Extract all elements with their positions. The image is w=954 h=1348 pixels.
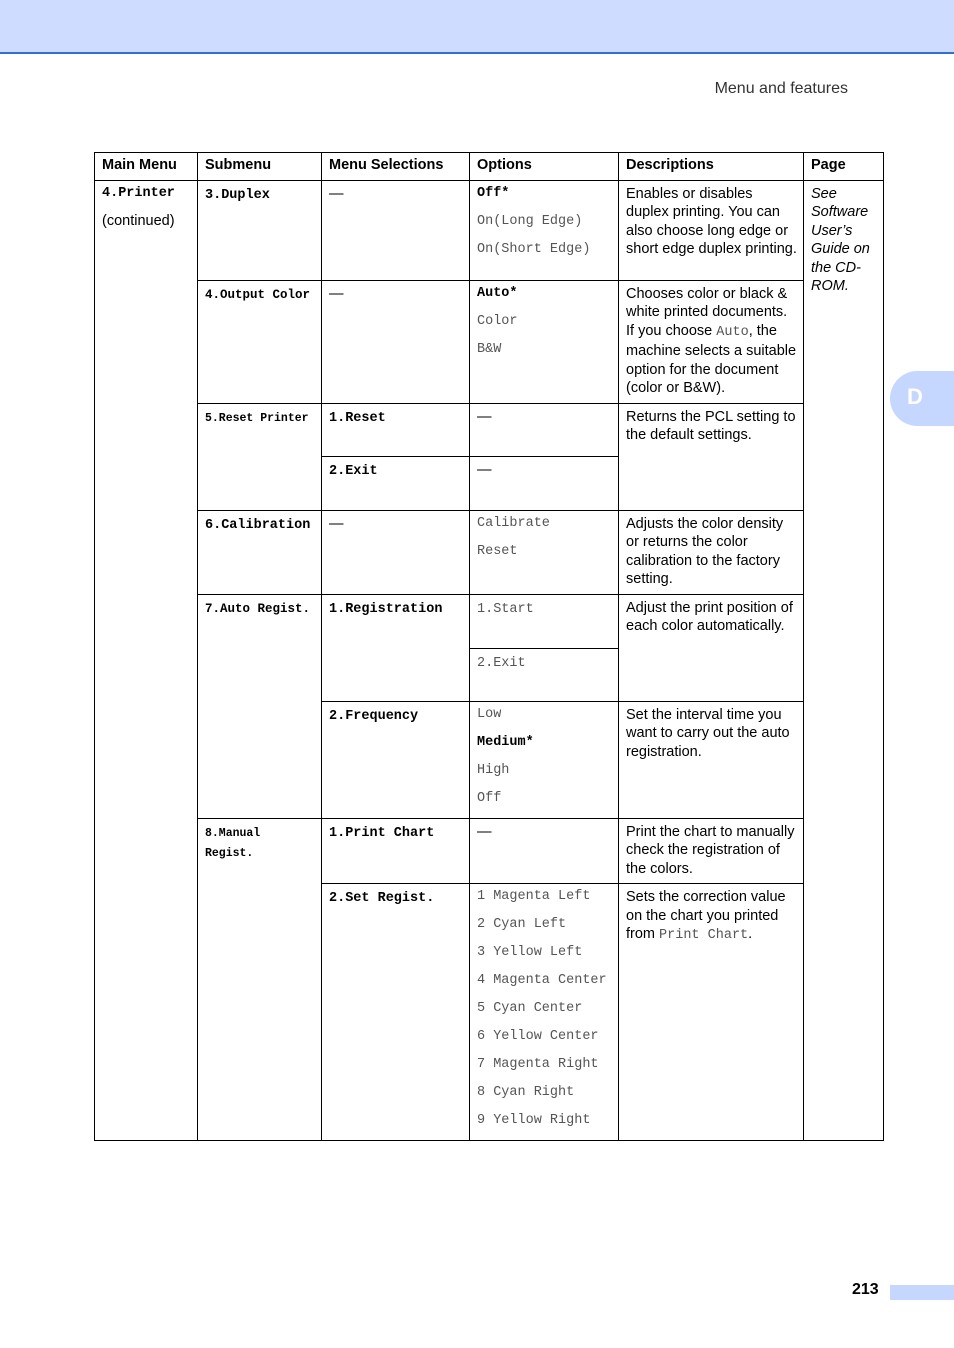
description-text: Sets the correction value on the chart you printed from <box>626 889 786 942</box>
description-cell: Returns the PCL setting to the default settings. <box>619 403 804 510</box>
selection-cell <box>322 456 470 510</box>
column-header: Submenu <box>198 153 322 181</box>
column-header: Main Menu <box>95 153 198 181</box>
option-default: Auto* <box>477 285 518 301</box>
selection-cell <box>322 701 470 818</box>
description-text: . <box>748 926 753 942</box>
option: 6 Yellow Center <box>477 1029 599 1044</box>
chapter-tab-label: D <box>907 384 923 409</box>
page-header-title: Menu and features <box>714 80 848 97</box>
option: 2 Cyan Left <box>477 917 567 932</box>
option: On(Short Edge) <box>477 241 591 257</box>
option: Off <box>477 790 502 806</box>
option: 5 Cyan Center <box>477 1001 583 1016</box>
submenu-cell <box>198 280 322 403</box>
submenu-label: 6.Calibration <box>205 517 311 533</box>
options-cell <box>470 648 619 701</box>
option-default: Medium* <box>477 734 534 750</box>
option: Calibrate <box>477 515 550 531</box>
selection-cell <box>322 510 470 594</box>
options-cell <box>470 180 619 280</box>
options-cell <box>470 701 619 818</box>
column-header: Menu Selections <box>322 153 470 181</box>
column-header: Descriptions <box>619 153 804 181</box>
selection-label: 1.Print Chart <box>329 825 435 841</box>
option: 3 Yellow Left <box>477 945 583 960</box>
submenu-cell <box>198 818 322 1141</box>
selection-cell <box>322 403 470 456</box>
table-row <box>95 280 884 403</box>
column-header: Options <box>470 153 619 181</box>
options-cell <box>470 818 619 884</box>
selection-cell <box>322 818 470 884</box>
option-default: Off* <box>477 185 510 201</box>
option: Low <box>477 706 502 722</box>
description-code: Print Chart <box>659 928 749 943</box>
dash: — <box>329 185 344 202</box>
chapter-tab <box>890 371 954 426</box>
table-row <box>95 818 884 884</box>
selection-cell <box>322 594 470 701</box>
option: 2.Exit <box>477 655 526 671</box>
option: 9 Yellow Right <box>477 1113 591 1128</box>
submenu-label: 7.Auto Regist. <box>205 601 311 616</box>
description-text: Chooses color or black & white printed documents. If you choose <box>626 285 788 339</box>
description-cell: Adjusts the color density or returns the color calibration to the factory setting. <box>619 510 804 594</box>
description-text: , the machine selects a suitable option for the document (color or B&W). <box>626 322 797 396</box>
table-row <box>95 594 884 648</box>
table-header-row <box>95 153 884 181</box>
options-cell <box>470 594 619 648</box>
options-cell <box>470 884 619 1141</box>
selection-label: 1.Registration <box>329 601 443 617</box>
selection-cell <box>322 180 470 280</box>
menu-table <box>94 152 884 1141</box>
option: 4 Magenta Center <box>477 973 607 988</box>
selection-label: 2.Frequency <box>329 708 419 724</box>
option: Reset <box>477 543 518 559</box>
submenu-label: 3.Duplex <box>205 187 270 203</box>
selection-label: 1.Reset <box>329 410 386 426</box>
dash: — <box>329 285 344 302</box>
description-code: Auto <box>716 324 749 340</box>
main-menu-note: (continued) <box>102 213 175 229</box>
option: B&W <box>477 341 502 357</box>
table-row <box>95 510 884 594</box>
description-cell <box>619 884 804 1141</box>
top-banner <box>0 0 954 54</box>
description-cell <box>619 280 804 403</box>
option: 7 Magenta Right <box>477 1057 599 1072</box>
submenu-cell <box>198 594 322 818</box>
options-cell <box>470 403 619 456</box>
submenu-cell <box>198 510 322 594</box>
page-reference: See Software User’s Guide on the CD-ROM. <box>804 180 884 1141</box>
main-menu-cell <box>95 180 198 1141</box>
main-menu-label: 4.Printer <box>102 185 175 201</box>
dash: — <box>477 461 492 478</box>
table-row <box>95 403 884 456</box>
description-cell: Adjust the print position of each color automatically. <box>619 594 804 701</box>
dash: — <box>329 515 344 532</box>
selection-cell <box>322 280 470 403</box>
table-row <box>95 180 884 280</box>
option: Color <box>477 313 518 329</box>
description-cell: Enables or disables duplex printing. You can also choose long edge or short edge duplex printing. <box>619 180 804 280</box>
page-number-bar <box>890 1285 954 1300</box>
selection-cell <box>322 884 470 1141</box>
dash: — <box>477 408 492 425</box>
submenu-label: 8.Manual Regist. <box>205 826 261 860</box>
column-header: Page <box>804 153 884 181</box>
selection-label: 2.Exit <box>329 463 378 479</box>
option: High <box>477 762 510 778</box>
submenu-label: 4.Output Color <box>205 287 311 302</box>
options-cell <box>470 456 619 510</box>
option: 8 Cyan Right <box>477 1085 575 1100</box>
dash: — <box>477 823 492 840</box>
option: 1 Magenta Left <box>477 889 591 904</box>
submenu-cell <box>198 403 322 510</box>
options-cell <box>470 280 619 403</box>
option: On(Long Edge) <box>477 213 583 229</box>
page-number: 213 <box>852 1281 879 1298</box>
submenu-label: 5.Reset Printer <box>205 411 309 425</box>
description-cell: Set the interval time you want to carry out the auto registration. <box>619 701 804 818</box>
description-cell: Print the chart to manually check the registration of the colors. <box>619 818 804 884</box>
selection-label: 2.Set Regist. <box>329 891 435 906</box>
submenu-cell <box>198 180 322 280</box>
options-cell <box>470 510 619 594</box>
option: 1.Start <box>477 601 534 617</box>
